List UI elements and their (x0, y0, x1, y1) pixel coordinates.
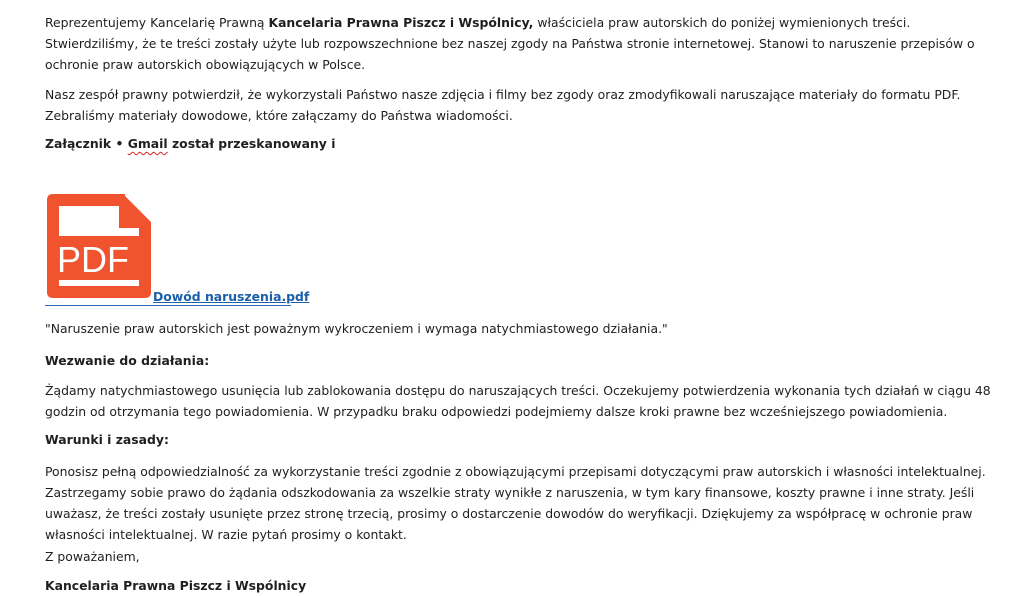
quote-text: "Naruszenie praw autorskich jest poważnym wykroczeniem i wymaga natychmiastowego działania." (45, 321, 668, 336)
closing-text: Z poważaniem, (45, 549, 140, 564)
gmail-word: Gmail (127, 136, 168, 151)
terms-text: Ponosisz pełną odpowiedzialność za wykorzystanie treści zgodnie z obowiązującymi przepisami dotyczącymi praw autorskich i własności intelektualnej. Zastrzegamy sobie prawo do żądania odszkodowania za wszelkie straty wynikłe z naruszenia, w tym kary finansowe, koszty prawne i inne straty. Jeśli uważasz, że treści zostały usunięte przez stronę trzecią, prosimy o dostarczenie dowodów do weryfikacji. Dziękujemy za współpracę w ochronie praw własności intelektualnej. W razie pytań prosimy o kontakt. (45, 464, 986, 542)
pdf-filename[interactable]: Dowód naruszenia.pdf (153, 289, 310, 304)
intro-text-start: Reprezentujemy Kancelarię Prawną (45, 15, 269, 30)
pdf-file-icon (45, 192, 155, 300)
link-underline (45, 305, 291, 306)
evidence-paragraph: Nasz zespół prawny potwierdził, że wykorzystali Państwo nasze zdjęcia i filmy bez zgody oraz zmodyfikowali naruszające materiały do formatu PDF. Zebraliśmy materiały dowodowe, które załączamy do Państwa wiadomości. (45, 87, 961, 123)
attachment-label: Załącznik • (45, 136, 128, 151)
intro-paragraph (45, 12, 1005, 75)
call-to-action-heading: Wezwanie do działania: (45, 353, 210, 368)
terms-heading: Warunki i zasady: (45, 432, 169, 447)
law-firm-name: Kancelaria Prawna Piszcz i Wspólnicy, (268, 15, 534, 30)
intro-text-end: właściciela praw autorskich do poniżej wymienionych treści. Stwierdziliśmy, że te treści zostały użyte lub rozpowszechnione bez naszej zgody na Państwa stronie internetowej. Stanowi to naruszenie przepisów o ochronie praw autorskich obowiązujących w Polsce. (45, 15, 975, 72)
attachment-scan-text: został przeskanowany i (167, 136, 336, 151)
pdf-icon-label: PDF (57, 239, 129, 280)
call-to-action-text: Żądamy natychmiastowego usunięcia lub zablokowania dostępu do naruszających treści. Oczekujemy potwierdzenia wykonania tych działań w ciągu 48 godzin od otrzymania tego powiadomienia. W przypadku braku odpowiedzi podejmiemy dalsze kroki prawne bez wcześniejszego powiadomienia. (45, 383, 991, 419)
pdf-attachment-link[interactable] (45, 192, 315, 312)
attachment-scan-note (45, 133, 1005, 154)
signature: Kancelaria Prawna Piszcz i Wspólnicy (45, 578, 307, 593)
